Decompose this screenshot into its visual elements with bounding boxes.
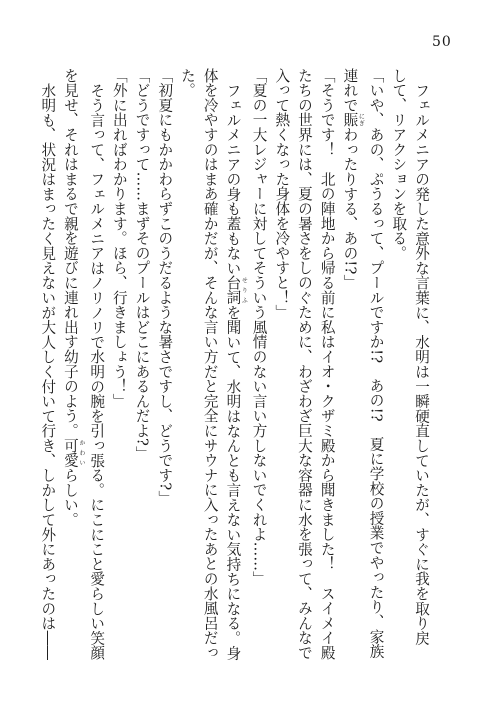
text-line: 「夏の一大レジャーに対してそういう風情のない言い方しないでくれよ……」 (250, 68, 268, 586)
text-line: 「いや、あの、ぷうるって、プールですか!? あの!? 夏に学校の授業でやったり、家族 (367, 68, 385, 659)
ruby-annotation: 賑 にぎ (341, 112, 365, 128)
text-line: 水明も、状況はまったく見えないが大人しく付いて行き、しかして外にあったのは―― (39, 82, 57, 660)
ruby-reading: にぎ (357, 112, 365, 128)
text-line: そう言って、フェルメニアはノリノリで水明の腕を引っ張る。にこにこと愛らしい笑顔 (88, 82, 106, 660)
text-line: 入って熱くなった身体を冷やすと！」 (273, 68, 291, 320)
text-line: を見せ、それはまるで親を遊びに連れ出す幼子のよう。可愛 かわいらしい。 (61, 68, 85, 527)
text-line: 連れで賑 にぎわったりする、あの!?」 (341, 68, 365, 290)
text-line: たちの世界には、夏の暑さをしのぐために、わざわざ巨大な容器に水を張って、みんなで (295, 68, 313, 660)
text-line: フェルメニアの身も蓋もない台詞 せりふを聞いて、水明はなんとも言えない気持ちになる。身 (224, 82, 248, 660)
ruby-reading: かわい (77, 438, 85, 468)
ruby-annotation: 台詞 せりふ (224, 275, 248, 305)
text-line: た。 (178, 68, 196, 98)
ruby-annotation: 可愛 かわい (61, 438, 85, 468)
text-line: フェルメニアの発した意外な言葉に、水明は一瞬硬直していたが、すぐに我を取り戻 (413, 82, 430, 645)
text-line: 体を冷やすのはまあ確かだが、そんな言い方だと完全にサウナに入ったあとの水風呂だっ (201, 68, 219, 660)
text-line: 「外に出ればわかります。ほら、行きましょう！」 (110, 68, 128, 409)
page-number: 50 (432, 34, 452, 50)
text-line: 「そうです！ 北の陣地から帰る前に私はイオ・クザミ殿から聞きました！ スイメイ殿 (318, 68, 336, 660)
text-line: 「どうですって……まずそのプールはどこにあるんだよ?」 (133, 68, 151, 461)
text-line: 「初夏にもかかわらずこのうだるような暑さですし、どうです?」 (156, 68, 174, 506)
ruby-reading: せりふ (240, 275, 248, 305)
novel-text-column (36, 68, 432, 688)
text-line: して、リアクションを取る。 (390, 68, 408, 261)
